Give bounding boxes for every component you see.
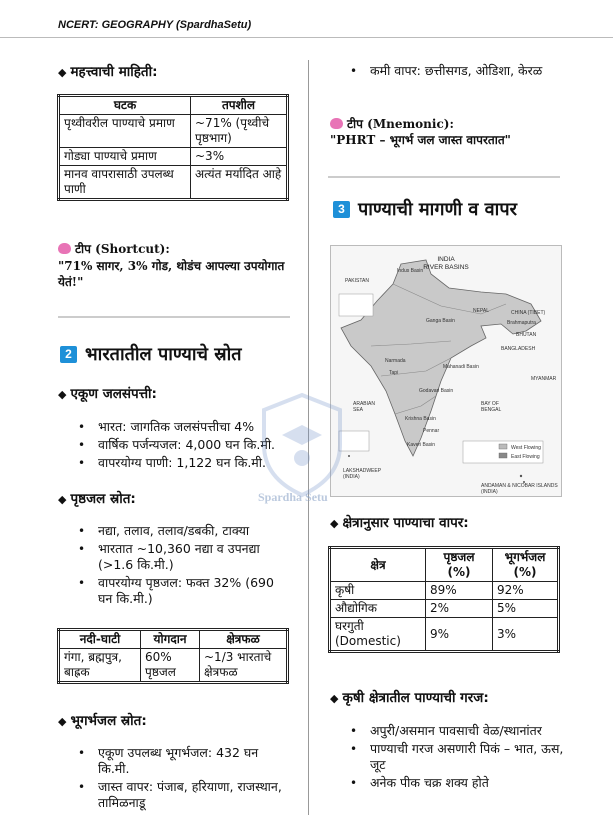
diamond-bullet-icon: ◆ <box>58 388 67 401</box>
map-legend-label: East Flowing <box>511 454 540 460</box>
section-divider <box>58 316 290 318</box>
river-basin-table <box>57 628 289 684</box>
map-label: BANGLADESH <box>501 346 536 352</box>
list-item: • वार्षिक पर्जन्यजल: 4,000 घन कि.मी. <box>78 437 293 453</box>
list-item: • भारतात ~10,360 नद्या व उपनद्या (>1.6 कि.मी.) <box>78 541 290 573</box>
section-number-badge: 2 <box>60 346 77 363</box>
sector-usage-table <box>328 546 560 653</box>
tip-mnemonic-text: "PHRT – भूगर्भ जल जास्त वापरतात" <box>330 133 511 147</box>
list-item: • जास्त वापर: पंजाब, हरियाणा, राजस्थान, तामिळनाडू <box>78 779 290 811</box>
section-3-title: 3 पाण्याची मागणी व वापर <box>333 197 517 221</box>
diamond-bullet-icon: ◆ <box>330 517 339 530</box>
page-header: NCERT: GEOGRAPHY (SpardhaSetu) <box>58 19 252 31</box>
table-row: औद्योगिक 2% 5% <box>330 600 559 618</box>
map-label: Krishna Basin <box>405 416 436 422</box>
section-number-badge: 3 <box>333 201 350 218</box>
list-item: • अपुरी/असमान पावसाची वेळ/स्थानांतर <box>350 723 565 739</box>
table-header: भूगर्भजल (%) <box>493 548 559 582</box>
map-label: Brahmaputra <box>507 320 536 326</box>
watermark-text: Spardha Setu <box>258 490 328 504</box>
spardha-setu-logo-icon <box>252 390 352 500</box>
table-row: पृथ्वीवरील पाण्याचे प्रमाण ~71% (पृथ्वीचे पृष्ठभाग) <box>59 115 288 148</box>
list-item: • भारत: जागतिक जलसंपत्तीचा 4% <box>78 419 293 435</box>
map-label: LAKSHADWEEP (INDIA) <box>343 468 381 480</box>
surface-water-heading: ◆ पृष्ठजल स्रोत: <box>58 491 136 507</box>
map-label: Ganga Basin <box>426 318 455 324</box>
map-label: ANDAMAN & NICOBAR ISLANDS (INDIA) <box>481 483 558 495</box>
map-label: ARABIAN SEA <box>353 401 375 413</box>
list-item: • नद्या, तलाव, तलाव/डबकी, टाक्या <box>78 523 290 539</box>
brain-icon <box>58 243 71 254</box>
list-item: • एकूण उपलब्ध भूगर्भजल: 432 घन कि.मी. <box>78 745 290 777</box>
groundwater-heading: ◆ भूगर्भजल स्रोत: <box>58 713 147 729</box>
map-label: MYANMAR <box>531 376 557 382</box>
surface-water-list <box>78 523 290 609</box>
agri-water-list <box>350 723 565 793</box>
table-row: गोड्या पाण्याचे प्रमाण ~3% <box>59 148 288 166</box>
table-header: क्षेत्र <box>330 548 426 582</box>
table-row: कृषी 89% 92% <box>330 582 559 600</box>
diamond-bullet-icon: ◆ <box>58 715 67 728</box>
list-item: • कमी वापर: छत्तीसगड, ओडिशा, केरळ <box>350 63 565 79</box>
list-item: • वापरयोग्य पृष्ठजल: फक्त 32% (690 घन कि.मी.) <box>78 575 290 607</box>
header-divider <box>0 37 613 38</box>
map-legend-label: West Flowing <box>511 445 541 451</box>
list-item: • अनेक पीक चक्र शक्य होते <box>350 775 565 791</box>
map-label: Indus Basin <box>397 268 424 274</box>
table-row: घरगुती (Domestic) 9% 3% <box>330 618 559 652</box>
map-label: Kaveri Basin <box>407 442 436 448</box>
section-divider <box>328 176 560 178</box>
diamond-bullet-icon: ◆ <box>330 692 339 705</box>
list-item: • पाण्याची गरज असणारी पिकं – भात, ऊस, जूट <box>350 741 565 773</box>
map-label: PAKISTAN <box>345 278 369 284</box>
diamond-bullet-icon: ◆ <box>58 66 67 79</box>
total-water-heading: ◆ एकूण जलसंपत्ती: <box>58 386 157 402</box>
table-row: मानव वापरासाठी उपलब्ध पाणी अत्यंत मर्यादित आहे <box>59 166 288 200</box>
table-header: नदी-घाटी <box>59 630 141 649</box>
india-river-basins-map <box>330 245 562 497</box>
section-2-title: 2 भारतातील पाण्याचे स्रोत <box>60 342 242 366</box>
list-item: • वापरयोग्य पाणी: 1,122 घन कि.मी. <box>78 455 293 471</box>
map-title: INDIA RIVER BASINS <box>423 256 469 271</box>
groundwater-list <box>78 745 290 813</box>
tip-shortcut-label: टीप (Shortcut): <box>58 240 170 257</box>
map-label: BAY OF BENGAL <box>481 401 502 413</box>
table-row: गंगा, ब्रह्मपुत्र, बाह्रक 60% पृष्ठजल ~1/3 भारताचे क्षेत्रफळ <box>59 649 288 683</box>
table-header: पृष्ठजल (%) <box>426 548 493 582</box>
info-table <box>57 94 289 201</box>
map-label: Pennar <box>423 428 440 434</box>
map-label: Mahanadi Basin <box>443 364 479 370</box>
map-label: Tapi <box>389 370 399 376</box>
low-usage-list <box>350 63 565 81</box>
map-label: Godavari Basin <box>419 388 454 394</box>
map-label: CHINA (TIBET) <box>511 310 546 316</box>
map-label: Narmada <box>385 358 406 364</box>
tip-shortcut-text: "71% सागर, 3% गोड, थोडंच आपल्या उपयोगात येतं!" <box>58 259 285 289</box>
tip-mnemonic-label: टीप (Mnemonic): <box>330 115 454 132</box>
important-info-heading: ◆ महत्त्वाची माहिती: <box>58 64 158 80</box>
agri-water-heading: ◆ कृषी क्षेत्रातील पाण्याची गरज: <box>330 690 489 706</box>
table-header: घटक <box>59 96 191 115</box>
diamond-bullet-icon: ◆ <box>58 493 67 506</box>
sector-usage-heading: ◆ क्षेत्रानुसार पाण्याचा वापर: <box>330 515 469 531</box>
map-label: BHUTAN <box>516 332 537 338</box>
map-label: NEPAL <box>473 308 490 314</box>
table-header: योगदान <box>141 630 200 649</box>
table-header: क्षेत्रफळ <box>200 630 288 649</box>
brain-icon <box>330 118 343 129</box>
table-header: तपशील <box>191 96 288 115</box>
